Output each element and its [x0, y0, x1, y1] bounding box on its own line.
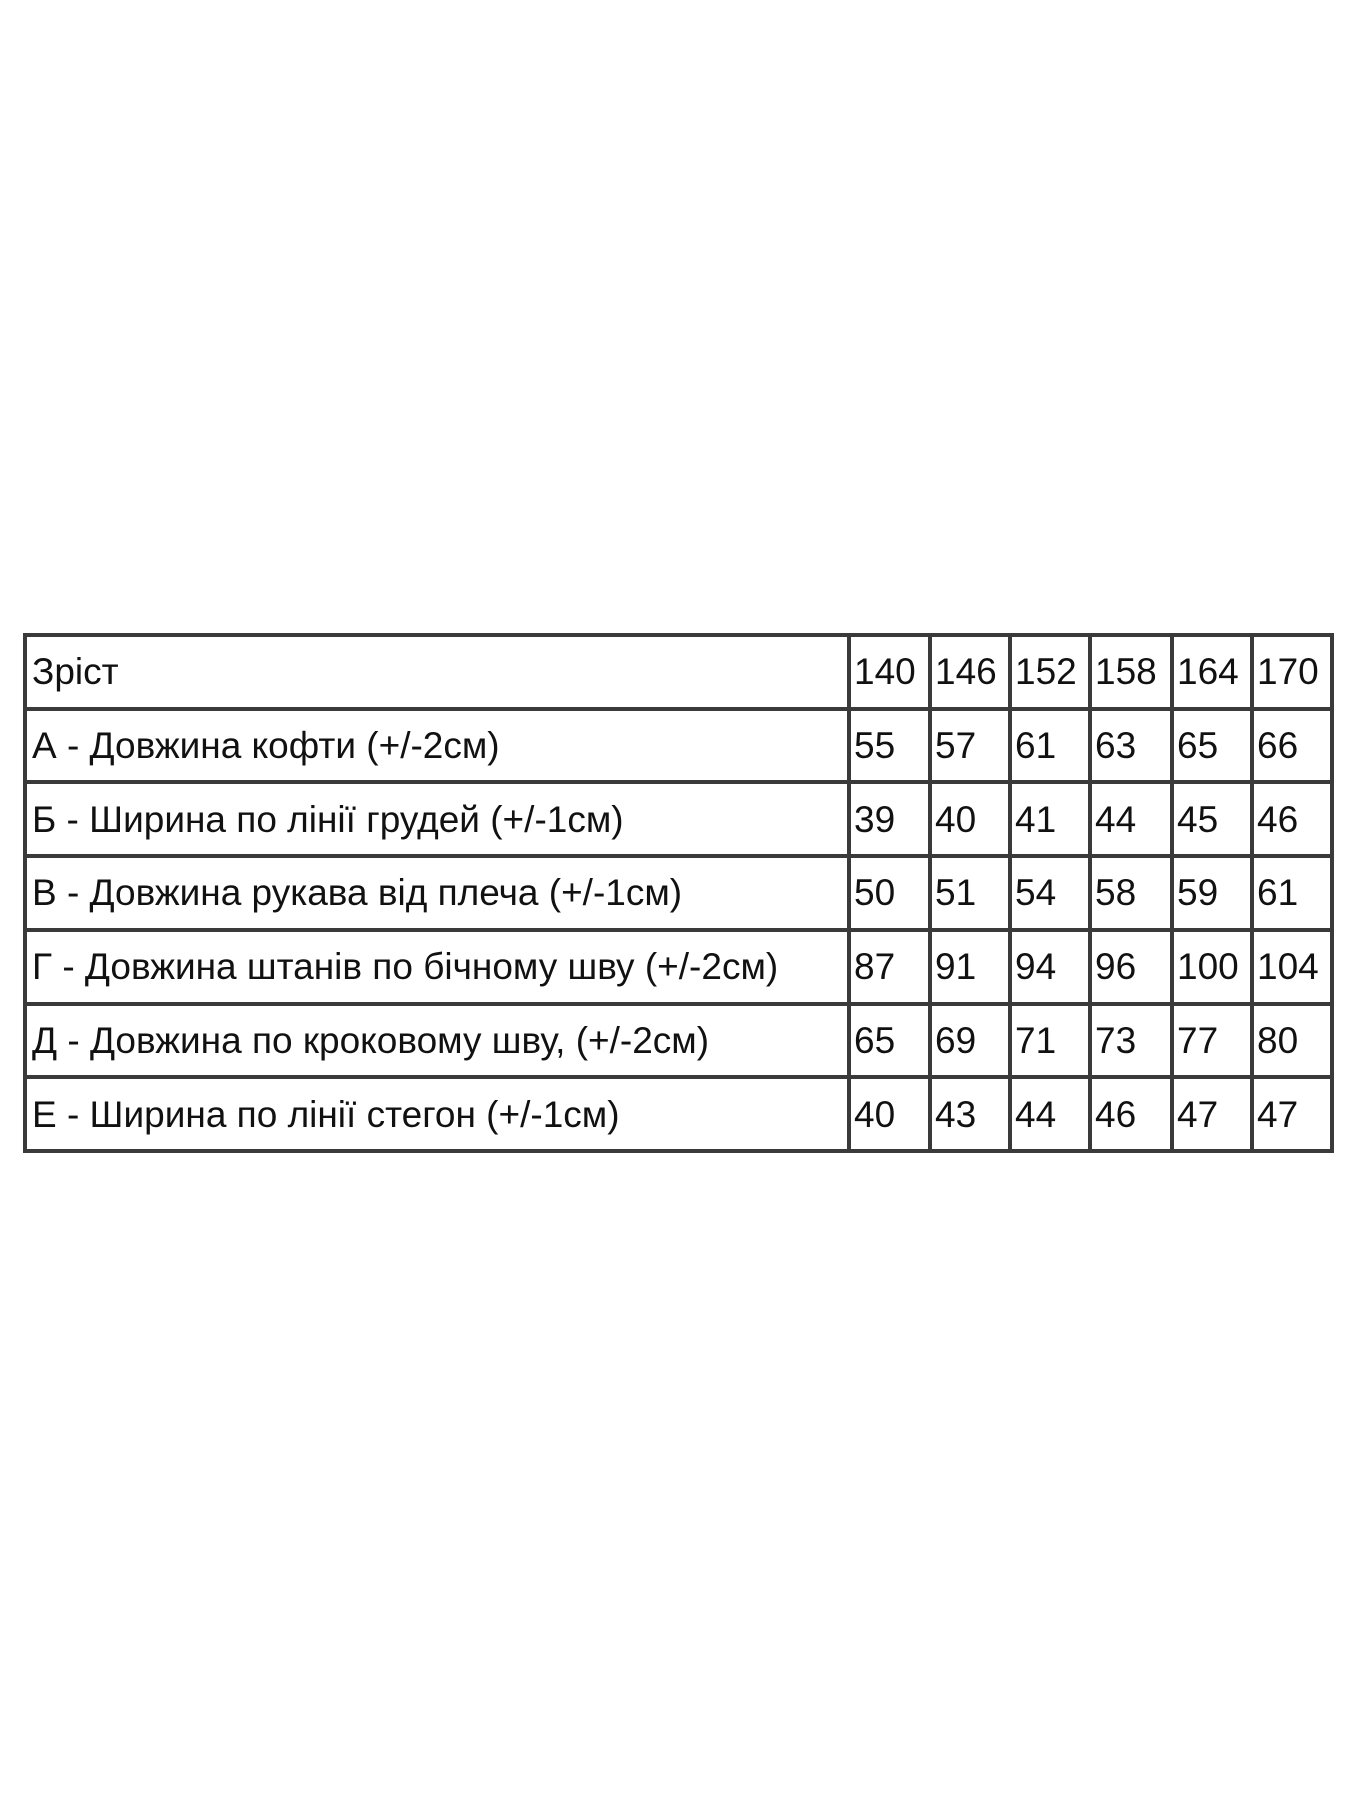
- size-header: 170: [1252, 635, 1332, 709]
- header-row: [25, 635, 1332, 709]
- measurement-value: 87: [849, 930, 930, 1004]
- measurement-value: 54: [1010, 856, 1090, 930]
- measurement-value: 41: [1010, 782, 1090, 856]
- table-row: [25, 1077, 1332, 1151]
- measurement-value: 94: [1010, 930, 1090, 1004]
- size-header: 158: [1090, 635, 1172, 709]
- measurement-value: 96: [1090, 930, 1172, 1004]
- measurement-value: 40: [849, 1077, 930, 1151]
- table-row: [25, 856, 1332, 930]
- measurement-value: 50: [849, 856, 930, 930]
- measurement-label: Б - Ширина по лінії грудей (+/-1см): [25, 782, 849, 856]
- measurement-value: 104: [1252, 930, 1332, 1004]
- size-header: 164: [1172, 635, 1252, 709]
- measurement-value: 66: [1252, 709, 1332, 783]
- measurement-value: 58: [1090, 856, 1172, 930]
- measurement-value: 65: [1172, 709, 1252, 783]
- measurement-label: А - Довжина кофти (+/-2см): [25, 709, 849, 783]
- table-row: [25, 782, 1332, 856]
- measurement-value: 55: [849, 709, 930, 783]
- size-header: 140: [849, 635, 930, 709]
- measurement-label: Д - Довжина по кроковому шву, (+/-2см): [25, 1004, 849, 1078]
- measurement-value: 59: [1172, 856, 1252, 930]
- size-chart-table: [23, 633, 1334, 1153]
- measurement-value: 61: [1010, 709, 1090, 783]
- measurement-value: 44: [1010, 1077, 1090, 1151]
- measurement-value: 45: [1172, 782, 1252, 856]
- measurement-value: 57: [930, 709, 1010, 783]
- measurement-value: 73: [1090, 1004, 1172, 1078]
- measurement-value: 91: [930, 930, 1010, 1004]
- measurement-value: 46: [1090, 1077, 1172, 1151]
- measurement-value: 71: [1010, 1004, 1090, 1078]
- measurement-value: 63: [1090, 709, 1172, 783]
- measurement-value: 51: [930, 856, 1010, 930]
- table-row: [25, 1004, 1332, 1078]
- measurement-value: 46: [1252, 782, 1332, 856]
- measurement-value: 40: [930, 782, 1010, 856]
- measurement-value: 47: [1172, 1077, 1252, 1151]
- size-header: 152: [1010, 635, 1090, 709]
- measurement-value: 47: [1252, 1077, 1332, 1151]
- measurement-value: 44: [1090, 782, 1172, 856]
- measurement-value: 65: [849, 1004, 930, 1078]
- measurement-value: 39: [849, 782, 930, 856]
- table-row: [25, 709, 1332, 783]
- measurement-label: В - Довжина рукава від плеча (+/-1см): [25, 856, 849, 930]
- measurement-label: Е - Ширина по лінії стегон (+/-1см): [25, 1077, 849, 1151]
- measurement-value: 80: [1252, 1004, 1332, 1078]
- measurement-value: 43: [930, 1077, 1010, 1151]
- measurement-label: Г - Довжина штанів по бічному шву (+/-2см): [25, 930, 849, 1004]
- height-label: Зріст: [25, 635, 849, 709]
- measurement-value: 61: [1252, 856, 1332, 930]
- measurement-value: 77: [1172, 1004, 1252, 1078]
- measurement-value: 69: [930, 1004, 1010, 1078]
- table-row: [25, 930, 1332, 1004]
- measurement-value: 100: [1172, 930, 1252, 1004]
- size-header: 146: [930, 635, 1010, 709]
